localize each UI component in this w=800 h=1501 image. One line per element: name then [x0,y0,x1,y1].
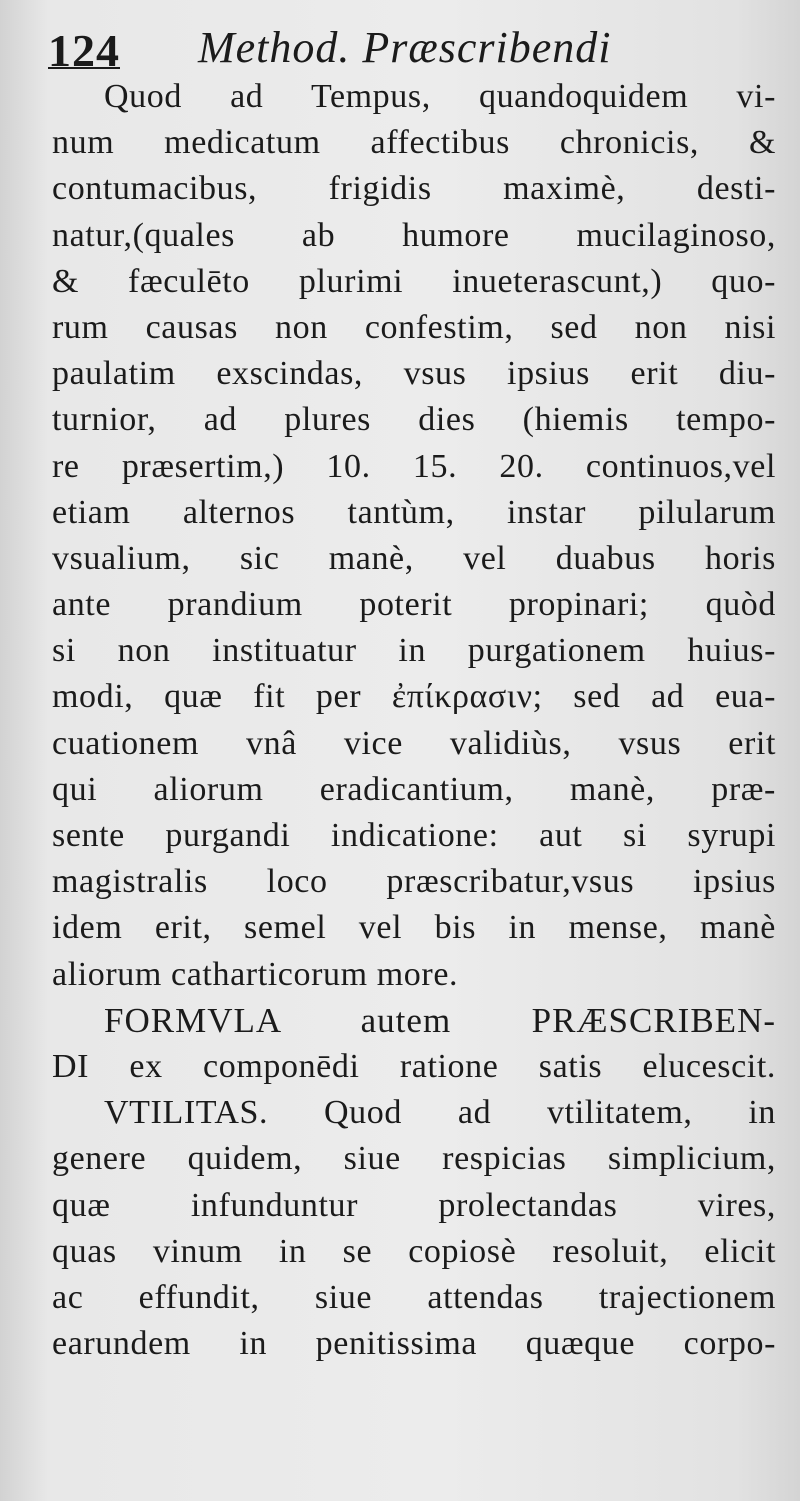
text-line: etiam alternos tantùm, instar pilularum [52,493,776,531]
text-line: magistralis loco præscribatur,vsus ipsius [52,863,776,901]
text-line: FORMVLA autem PRÆSCRIBEN- [104,1000,776,1040]
text-line: qui aliorum eradicantium, manè, præ- [52,770,776,808]
text-line: quæ infunduntur prolectandas vires, [52,1186,776,1224]
text-line: cuationem vnâ vice validiùs, vsus erit [52,724,776,762]
text-line: modi, quæ fit per ἐπίκρασιν; sed ad eua- [52,678,776,716]
text-line: natur,(quales ab humore mucilaginoso, [52,216,776,254]
text-line: rum causas non confestim, sed non nisi [52,308,776,346]
text-line: re præsertim,) 10. 15. 20. continuos,vel [52,447,776,485]
text-line: ac effundit, siue attendas trajectionem [52,1278,776,1316]
text-line: quas vinum in se copiosè resoluit, elicit [52,1232,776,1270]
text-line: aliorum catharticorum more. [52,955,459,993]
text-line: vsualium, sic manè, vel duabus horis [52,539,776,577]
body-text [52,74,776,1367]
text-line: & fæculēto plurimi inueterascunt,) quo- [52,262,776,300]
text-line: ante prandium poterit propinari; quòd [52,586,776,624]
text-line: contumacibus, frigidis maximè, desti- [52,170,776,208]
running-title: Method. Præscribendi [198,23,612,72]
text-line: Quod ad Tempus, quandoquidem vi- [104,78,776,115]
text-line: genere quidem, siue respicias simplicium, [52,1140,776,1178]
text-line: earundem in penitissima quæque corpo- [52,1325,776,1363]
text-line: paulatim exscindas, vsus ipsius erit diu- [52,355,776,393]
page-number: 124 [48,25,120,76]
text-line: idem erit, semel vel bis in mense, manè [52,909,776,947]
text-line: VTILITAS. Quod ad vtilitatem, in [104,1094,776,1132]
text-line: si non instituatur in purgationem huius- [52,632,776,670]
text-line: sente purgandi indicatione: aut si syrupi [52,817,776,854]
text-line: num medicatum affectibus chronicis, & [52,124,776,162]
text-line: DI ex componēdi ratione satis elucescit. [52,1047,776,1085]
text-line: turnior, ad plures dies (hiemis tempo- [52,401,776,439]
